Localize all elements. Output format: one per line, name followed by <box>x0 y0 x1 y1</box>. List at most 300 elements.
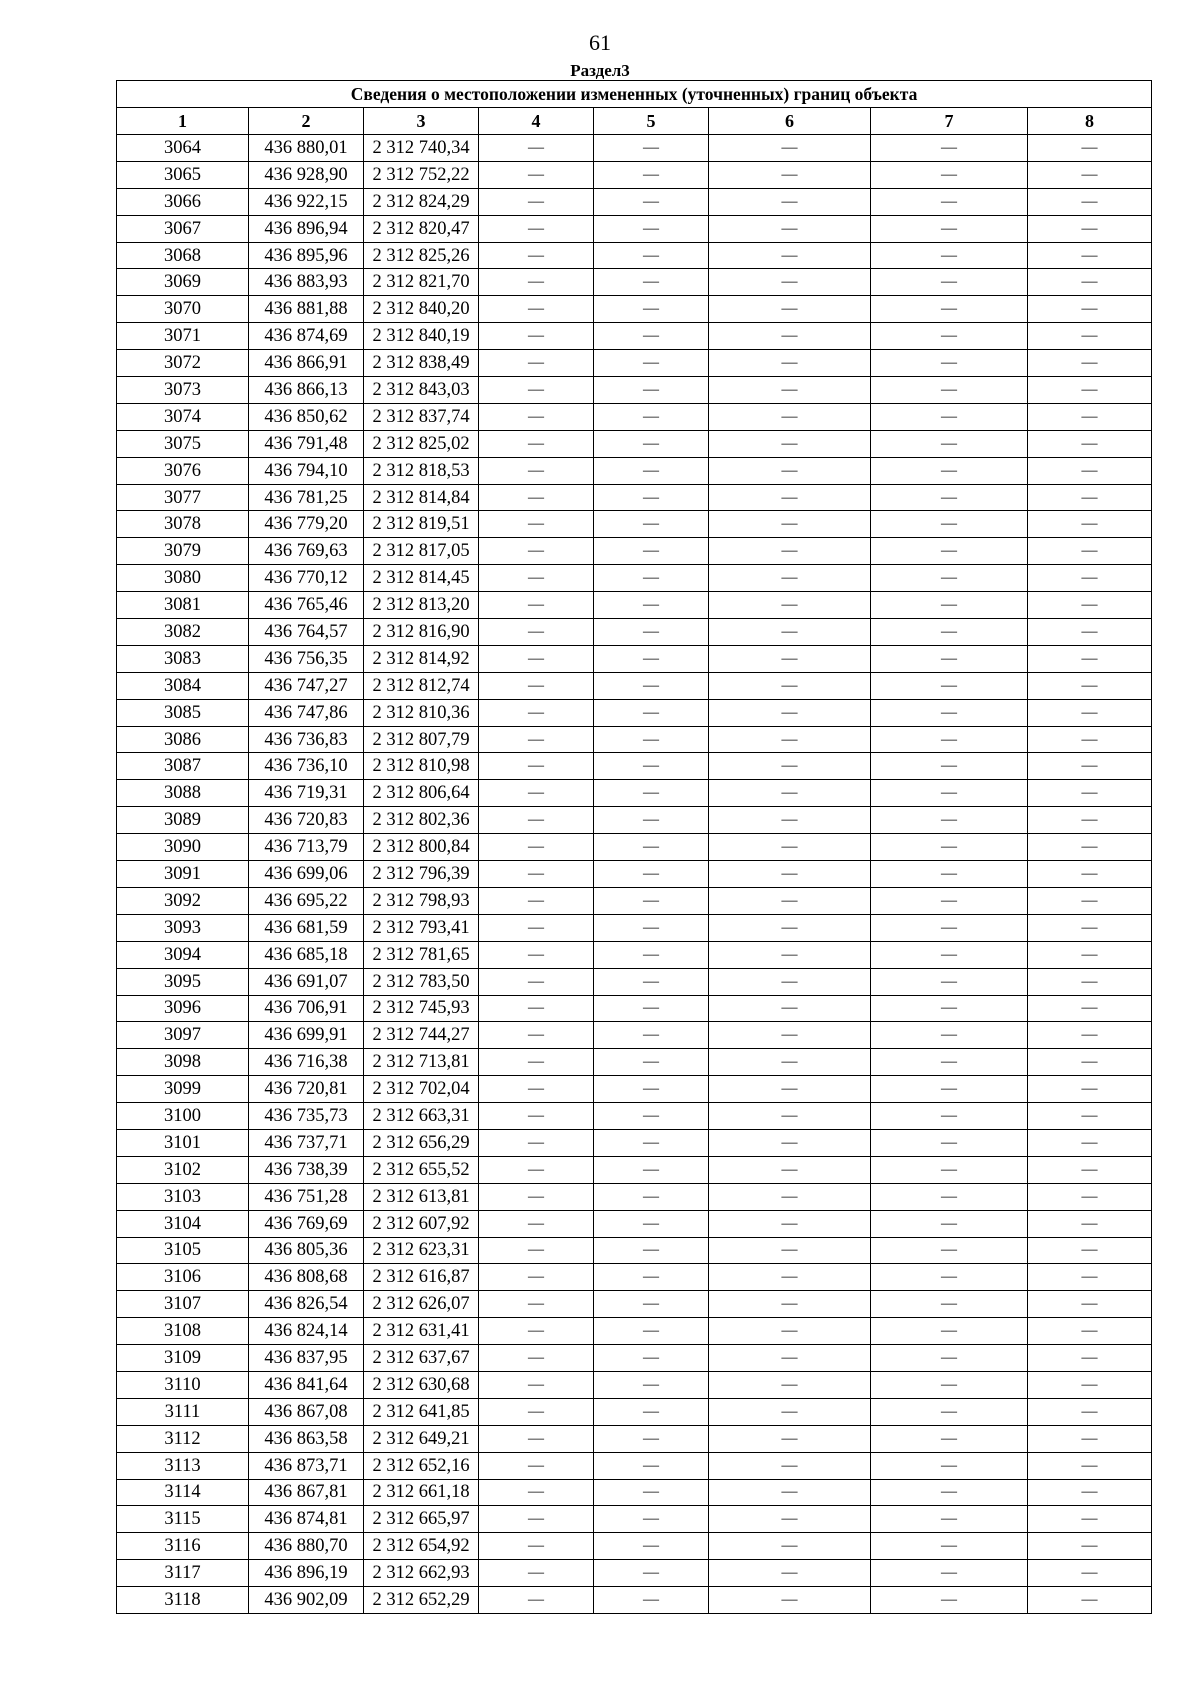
empty-value-cell: — <box>709 1264 871 1291</box>
boundary-coordinates-table <box>116 80 1152 1614</box>
table-row <box>117 753 1152 780</box>
x-coordinate-cell: 436 756,35 <box>249 645 364 672</box>
y-coordinate-cell: 2 312 798,93 <box>364 887 479 914</box>
empty-value-cell: — <box>594 726 709 753</box>
table-row <box>117 1237 1152 1264</box>
point-number-cell: 3078 <box>117 511 249 538</box>
point-number-cell: 3077 <box>117 484 249 511</box>
x-coordinate-cell: 436 837,95 <box>249 1345 364 1372</box>
empty-value-cell: — <box>709 1506 871 1533</box>
point-number-cell: 3093 <box>117 914 249 941</box>
empty-value-cell: — <box>871 269 1028 296</box>
table-row <box>117 135 1152 162</box>
empty-value-cell: — <box>594 1479 709 1506</box>
table-row <box>117 726 1152 753</box>
empty-value-cell: — <box>594 1103 709 1130</box>
empty-value-cell: — <box>1028 1425 1152 1452</box>
empty-value-cell: — <box>709 592 871 619</box>
point-number-cell: 3081 <box>117 592 249 619</box>
y-coordinate-cell: 2 312 745,93 <box>364 995 479 1022</box>
empty-value-cell: — <box>1028 807 1152 834</box>
empty-value-cell: — <box>479 861 594 888</box>
y-coordinate-cell: 2 312 800,84 <box>364 834 479 861</box>
empty-value-cell: — <box>479 1533 594 1560</box>
x-coordinate-cell: 436 794,10 <box>249 457 364 484</box>
empty-value-cell: — <box>871 377 1028 404</box>
empty-value-cell: — <box>479 1398 594 1425</box>
empty-value-cell: — <box>709 188 871 215</box>
empty-value-cell: — <box>479 753 594 780</box>
empty-value-cell: — <box>594 135 709 162</box>
x-coordinate-cell: 436 863,58 <box>249 1425 364 1452</box>
point-number-cell: 3088 <box>117 780 249 807</box>
y-coordinate-cell: 2 312 810,98 <box>364 753 479 780</box>
y-coordinate-cell: 2 312 623,31 <box>364 1237 479 1264</box>
x-coordinate-cell: 436 747,27 <box>249 672 364 699</box>
empty-value-cell: — <box>709 861 871 888</box>
empty-value-cell: — <box>1028 1452 1152 1479</box>
empty-value-cell: — <box>1028 323 1152 350</box>
empty-value-cell: — <box>709 1237 871 1264</box>
point-number-cell: 3109 <box>117 1345 249 1372</box>
x-coordinate-cell: 436 808,68 <box>249 1264 364 1291</box>
empty-value-cell: — <box>1028 296 1152 323</box>
empty-value-cell: — <box>1028 430 1152 457</box>
empty-value-cell: — <box>594 538 709 565</box>
empty-value-cell: — <box>871 861 1028 888</box>
empty-value-cell: — <box>709 619 871 646</box>
point-number-cell: 3066 <box>117 188 249 215</box>
table-row <box>117 484 1152 511</box>
y-coordinate-cell: 2 312 843,03 <box>364 377 479 404</box>
empty-value-cell: — <box>1028 242 1152 269</box>
table-row <box>117 1129 1152 1156</box>
section-label: Раздел3 <box>570 61 630 80</box>
point-number-cell: 3087 <box>117 753 249 780</box>
x-coordinate-cell: 436 896,19 <box>249 1560 364 1587</box>
table-row <box>117 350 1152 377</box>
empty-value-cell: — <box>871 834 1028 861</box>
table-row <box>117 1533 1152 1560</box>
empty-value-cell: — <box>871 350 1028 377</box>
table-row <box>117 1183 1152 1210</box>
empty-value-cell: — <box>479 1371 594 1398</box>
point-number-cell: 3076 <box>117 457 249 484</box>
x-coordinate-cell: 436 781,25 <box>249 484 364 511</box>
point-number-cell: 3089 <box>117 807 249 834</box>
empty-value-cell: — <box>594 269 709 296</box>
empty-value-cell: — <box>871 753 1028 780</box>
x-coordinate-cell: 436 738,39 <box>249 1156 364 1183</box>
empty-value-cell: — <box>594 887 709 914</box>
y-coordinate-cell: 2 312 665,97 <box>364 1506 479 1533</box>
empty-value-cell: — <box>479 1237 594 1264</box>
table-row <box>117 645 1152 672</box>
empty-value-cell: — <box>871 995 1028 1022</box>
x-coordinate-cell: 436 824,14 <box>249 1318 364 1345</box>
empty-value-cell: — <box>594 296 709 323</box>
empty-value-cell: — <box>594 645 709 672</box>
table-row <box>117 242 1152 269</box>
y-coordinate-cell: 2 312 626,07 <box>364 1291 479 1318</box>
table-row <box>117 1425 1152 1452</box>
x-coordinate-cell: 436 769,63 <box>249 538 364 565</box>
y-coordinate-cell: 2 312 713,81 <box>364 1049 479 1076</box>
x-coordinate-cell: 436 706,91 <box>249 995 364 1022</box>
empty-value-cell: — <box>1028 753 1152 780</box>
y-coordinate-cell: 2 312 631,41 <box>364 1318 479 1345</box>
column-header: 6 <box>709 108 871 135</box>
empty-value-cell: — <box>594 1022 709 1049</box>
empty-value-cell: — <box>709 807 871 834</box>
table-row <box>117 1398 1152 1425</box>
empty-value-cell: — <box>871 538 1028 565</box>
empty-value-cell: — <box>594 430 709 457</box>
x-coordinate-cell: 436 770,12 <box>249 565 364 592</box>
empty-value-cell: — <box>871 1587 1028 1614</box>
empty-value-cell: — <box>709 941 871 968</box>
empty-value-cell: — <box>479 323 594 350</box>
empty-value-cell: — <box>479 1425 594 1452</box>
empty-value-cell: — <box>1028 968 1152 995</box>
empty-value-cell: — <box>594 457 709 484</box>
empty-value-cell: — <box>1028 161 1152 188</box>
empty-value-cell: — <box>479 188 594 215</box>
empty-value-cell: — <box>709 1291 871 1318</box>
empty-value-cell: — <box>479 619 594 646</box>
empty-value-cell: — <box>1028 350 1152 377</box>
empty-value-cell: — <box>709 1129 871 1156</box>
empty-value-cell: — <box>871 699 1028 726</box>
empty-value-cell: — <box>1028 1345 1152 1372</box>
empty-value-cell: — <box>1028 1264 1152 1291</box>
x-coordinate-cell: 436 922,15 <box>249 188 364 215</box>
table-row <box>117 968 1152 995</box>
x-coordinate-cell: 436 826,54 <box>249 1291 364 1318</box>
empty-value-cell: — <box>479 1506 594 1533</box>
empty-value-cell: — <box>871 1264 1028 1291</box>
point-number-cell: 3082 <box>117 619 249 646</box>
point-number-cell: 3108 <box>117 1318 249 1345</box>
table-row <box>117 1049 1152 1076</box>
empty-value-cell: — <box>479 1345 594 1372</box>
empty-value-cell: — <box>871 1398 1028 1425</box>
empty-value-cell: — <box>594 1425 709 1452</box>
empty-value-cell: — <box>871 1371 1028 1398</box>
empty-value-cell: — <box>594 1560 709 1587</box>
empty-value-cell: — <box>709 1587 871 1614</box>
empty-value-cell: — <box>594 834 709 861</box>
table-body <box>117 135 1152 1614</box>
point-number-cell: 3095 <box>117 968 249 995</box>
empty-value-cell: — <box>1028 215 1152 242</box>
empty-value-cell: — <box>479 1587 594 1614</box>
y-coordinate-cell: 2 312 616,87 <box>364 1264 479 1291</box>
x-coordinate-cell: 436 881,88 <box>249 296 364 323</box>
point-number-cell: 3118 <box>117 1587 249 1614</box>
empty-value-cell: — <box>709 269 871 296</box>
empty-value-cell: — <box>871 296 1028 323</box>
column-header: 4 <box>479 108 594 135</box>
empty-value-cell: — <box>1028 1210 1152 1237</box>
empty-value-cell: — <box>479 350 594 377</box>
point-number-cell: 3113 <box>117 1452 249 1479</box>
empty-value-cell: — <box>871 1425 1028 1452</box>
empty-value-cell: — <box>479 1291 594 1318</box>
empty-value-cell: — <box>479 269 594 296</box>
empty-value-cell: — <box>594 1291 709 1318</box>
x-coordinate-cell: 436 699,06 <box>249 861 364 888</box>
table-row <box>117 592 1152 619</box>
empty-value-cell: — <box>1028 1076 1152 1103</box>
empty-value-cell: — <box>479 484 594 511</box>
y-coordinate-cell: 2 312 630,68 <box>364 1371 479 1398</box>
empty-value-cell: — <box>594 1398 709 1425</box>
empty-value-cell: — <box>1028 672 1152 699</box>
empty-value-cell: — <box>594 565 709 592</box>
table-row <box>117 565 1152 592</box>
empty-value-cell: — <box>479 726 594 753</box>
table-row <box>117 1345 1152 1372</box>
empty-value-cell: — <box>709 484 871 511</box>
empty-value-cell: — <box>871 1291 1028 1318</box>
table-row <box>117 296 1152 323</box>
column-header-row <box>117 108 1152 135</box>
x-coordinate-cell: 436 681,59 <box>249 914 364 941</box>
y-coordinate-cell: 2 312 702,04 <box>364 1076 479 1103</box>
empty-value-cell: — <box>594 511 709 538</box>
empty-value-cell: — <box>709 1022 871 1049</box>
empty-value-cell: — <box>1028 887 1152 914</box>
empty-value-cell: — <box>709 887 871 914</box>
empty-value-cell: — <box>594 350 709 377</box>
y-coordinate-cell: 2 312 740,34 <box>364 135 479 162</box>
column-header: 2 <box>249 108 364 135</box>
empty-value-cell: — <box>1028 269 1152 296</box>
empty-value-cell: — <box>709 1452 871 1479</box>
empty-value-cell: — <box>479 403 594 430</box>
empty-value-cell: — <box>709 1371 871 1398</box>
empty-value-cell: — <box>709 1210 871 1237</box>
x-coordinate-cell: 436 880,70 <box>249 1533 364 1560</box>
empty-value-cell: — <box>479 1183 594 1210</box>
empty-value-cell: — <box>594 403 709 430</box>
empty-value-cell: — <box>709 377 871 404</box>
y-coordinate-cell: 2 312 806,64 <box>364 780 479 807</box>
empty-value-cell: — <box>709 1318 871 1345</box>
point-number-cell: 3114 <box>117 1479 249 1506</box>
x-coordinate-cell: 436 751,28 <box>249 1183 364 1210</box>
point-number-cell: 3090 <box>117 834 249 861</box>
table-row <box>117 1318 1152 1345</box>
empty-value-cell: — <box>479 699 594 726</box>
table-row <box>117 619 1152 646</box>
empty-value-cell: — <box>1028 1129 1152 1156</box>
empty-value-cell: — <box>479 1318 594 1345</box>
empty-value-cell: — <box>1028 1291 1152 1318</box>
x-coordinate-cell: 436 867,81 <box>249 1479 364 1506</box>
empty-value-cell: — <box>709 753 871 780</box>
empty-value-cell: — <box>479 914 594 941</box>
empty-value-cell: — <box>871 672 1028 699</box>
empty-value-cell: — <box>709 1398 871 1425</box>
table-row <box>117 941 1152 968</box>
empty-value-cell: — <box>1028 1183 1152 1210</box>
empty-value-cell: — <box>709 350 871 377</box>
empty-value-cell: — <box>709 1479 871 1506</box>
empty-value-cell: — <box>594 1533 709 1560</box>
y-coordinate-cell: 2 312 807,79 <box>364 726 479 753</box>
y-coordinate-cell: 2 312 656,29 <box>364 1129 479 1156</box>
empty-value-cell: — <box>709 403 871 430</box>
table-row <box>117 1264 1152 1291</box>
table-row <box>117 403 1152 430</box>
y-coordinate-cell: 2 312 813,20 <box>364 592 479 619</box>
empty-value-cell: — <box>709 914 871 941</box>
x-coordinate-cell: 436 713,79 <box>249 834 364 861</box>
y-coordinate-cell: 2 312 781,65 <box>364 941 479 968</box>
point-number-cell: 3116 <box>117 1533 249 1560</box>
empty-value-cell: — <box>871 511 1028 538</box>
y-coordinate-cell: 2 312 793,41 <box>364 914 479 941</box>
x-coordinate-cell: 436 716,38 <box>249 1049 364 1076</box>
empty-value-cell: — <box>709 457 871 484</box>
y-coordinate-cell: 2 312 607,92 <box>364 1210 479 1237</box>
empty-value-cell: — <box>871 1318 1028 1345</box>
empty-value-cell: — <box>871 1237 1028 1264</box>
table-row <box>117 377 1152 404</box>
y-coordinate-cell: 2 312 641,85 <box>364 1398 479 1425</box>
empty-value-cell: — <box>479 672 594 699</box>
table-row <box>117 323 1152 350</box>
column-header: 5 <box>594 108 709 135</box>
empty-value-cell: — <box>479 296 594 323</box>
empty-value-cell: — <box>479 242 594 269</box>
y-coordinate-cell: 2 312 613,81 <box>364 1183 479 1210</box>
x-coordinate-cell: 436 735,73 <box>249 1103 364 1130</box>
empty-value-cell: — <box>871 403 1028 430</box>
empty-value-cell: — <box>1028 1371 1152 1398</box>
empty-value-cell: — <box>871 1479 1028 1506</box>
table-row <box>117 1210 1152 1237</box>
table-row <box>117 1452 1152 1479</box>
table-row <box>117 1156 1152 1183</box>
empty-value-cell: — <box>1028 1587 1152 1614</box>
y-coordinate-cell: 2 312 837,74 <box>364 403 479 430</box>
table-row <box>117 699 1152 726</box>
empty-value-cell: — <box>1028 1103 1152 1130</box>
empty-value-cell: — <box>594 1318 709 1345</box>
x-coordinate-cell: 436 850,62 <box>249 403 364 430</box>
empty-value-cell: — <box>594 592 709 619</box>
x-coordinate-cell: 436 874,81 <box>249 1506 364 1533</box>
x-coordinate-cell: 436 896,94 <box>249 215 364 242</box>
point-number-cell: 3100 <box>117 1103 249 1130</box>
empty-value-cell: — <box>1028 699 1152 726</box>
table-row <box>117 1506 1152 1533</box>
empty-value-cell: — <box>871 1156 1028 1183</box>
x-coordinate-cell: 436 805,36 <box>249 1237 364 1264</box>
empty-value-cell: — <box>1028 1022 1152 1049</box>
x-coordinate-cell: 436 928,90 <box>249 161 364 188</box>
empty-value-cell: — <box>709 780 871 807</box>
point-number-cell: 3072 <box>117 350 249 377</box>
point-number-cell: 3070 <box>117 296 249 323</box>
y-coordinate-cell: 2 312 655,52 <box>364 1156 479 1183</box>
table-row <box>117 834 1152 861</box>
x-coordinate-cell: 436 874,69 <box>249 323 364 350</box>
empty-value-cell: — <box>871 1533 1028 1560</box>
y-coordinate-cell: 2 312 816,90 <box>364 619 479 646</box>
empty-value-cell: — <box>479 430 594 457</box>
empty-value-cell: — <box>479 834 594 861</box>
point-number-cell: 3098 <box>117 1049 249 1076</box>
table-row <box>117 511 1152 538</box>
column-header: 3 <box>364 108 479 135</box>
empty-value-cell: — <box>1028 780 1152 807</box>
table-row <box>117 887 1152 914</box>
y-coordinate-cell: 2 312 637,67 <box>364 1345 479 1372</box>
x-coordinate-cell: 436 719,31 <box>249 780 364 807</box>
empty-value-cell: — <box>709 242 871 269</box>
empty-value-cell: — <box>871 430 1028 457</box>
point-number-cell: 3103 <box>117 1183 249 1210</box>
table-row <box>117 1103 1152 1130</box>
y-coordinate-cell: 2 312 838,49 <box>364 350 479 377</box>
empty-value-cell: — <box>594 1506 709 1533</box>
empty-value-cell: — <box>1028 1398 1152 1425</box>
point-number-cell: 3075 <box>117 430 249 457</box>
table-row <box>117 1371 1152 1398</box>
empty-value-cell: — <box>1028 1318 1152 1345</box>
x-coordinate-cell: 436 747,86 <box>249 699 364 726</box>
table-row <box>117 188 1152 215</box>
point-number-cell: 3064 <box>117 135 249 162</box>
table-row <box>117 1479 1152 1506</box>
empty-value-cell: — <box>871 161 1028 188</box>
point-number-cell: 3085 <box>117 699 249 726</box>
y-coordinate-cell: 2 312 814,84 <box>364 484 479 511</box>
empty-value-cell: — <box>479 1156 594 1183</box>
empty-value-cell: — <box>479 807 594 834</box>
empty-value-cell: — <box>871 135 1028 162</box>
empty-value-cell: — <box>871 484 1028 511</box>
empty-value-cell: — <box>594 861 709 888</box>
empty-value-cell: — <box>709 1345 871 1372</box>
empty-value-cell: — <box>1028 941 1152 968</box>
table-caption: Сведения о местоположении измененных (уточненных) границ объекта <box>117 81 1152 108</box>
empty-value-cell: — <box>871 215 1028 242</box>
empty-value-cell: — <box>594 699 709 726</box>
empty-value-cell: — <box>479 941 594 968</box>
y-coordinate-cell: 2 312 661,18 <box>364 1479 479 1506</box>
empty-value-cell: — <box>479 887 594 914</box>
point-number-cell: 3074 <box>117 403 249 430</box>
empty-value-cell: — <box>871 323 1028 350</box>
empty-value-cell: — <box>479 1560 594 1587</box>
empty-value-cell: — <box>709 215 871 242</box>
empty-value-cell: — <box>594 1129 709 1156</box>
empty-value-cell: — <box>594 161 709 188</box>
y-coordinate-cell: 2 312 840,19 <box>364 323 479 350</box>
point-number-cell: 3099 <box>117 1076 249 1103</box>
empty-value-cell: — <box>594 1156 709 1183</box>
point-number-cell: 3073 <box>117 377 249 404</box>
empty-value-cell: — <box>594 242 709 269</box>
empty-value-cell: — <box>709 645 871 672</box>
empty-value-cell: — <box>1028 995 1152 1022</box>
y-coordinate-cell: 2 312 802,36 <box>364 807 479 834</box>
